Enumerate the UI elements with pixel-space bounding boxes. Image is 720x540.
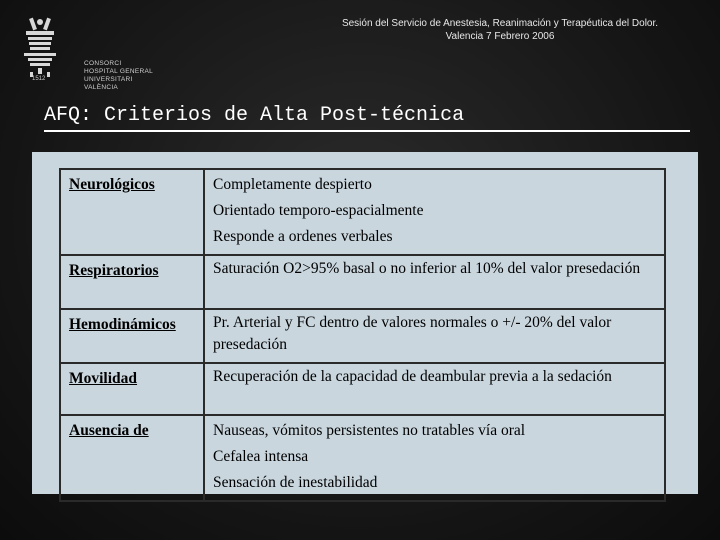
- hospital-logo: [20, 16, 154, 91]
- category-label: Neurológicos: [69, 176, 155, 193]
- crown-emblem-icon: [20, 16, 60, 82]
- category-label: Hemodinámicos: [69, 316, 176, 333]
- category-cell: [60, 415, 204, 501]
- logo-line: VALÈNCIA: [84, 84, 119, 91]
- criterion-item: Cefalea intensa: [213, 448, 309, 465]
- criterion-item: Responde a ordenes verbales: [213, 228, 393, 245]
- session-header: [300, 17, 700, 43]
- logo-year: 1512: [32, 76, 46, 82]
- table-row: [60, 415, 665, 501]
- table-row: [60, 255, 665, 309]
- logo-line: CONSORCI: [84, 60, 122, 67]
- criterion-item: Saturación O2>95% basal o no inferior al 10% del valor presedación: [213, 260, 641, 277]
- description-cell: [204, 363, 665, 415]
- category-cell: [60, 363, 204, 415]
- table-row: [60, 363, 665, 415]
- criterion-item: Orientado temporo-espacialmente: [213, 202, 424, 219]
- category-label: Respiratorios: [69, 262, 159, 279]
- category-cell: [60, 255, 204, 309]
- table-row: [60, 309, 665, 363]
- criteria-table: [59, 168, 666, 502]
- criterion-item: Recuperación de la capacidad de deambular previa a la sedación: [213, 368, 612, 385]
- criterion-item: Completamente despierto: [213, 176, 372, 193]
- logo-line: HOSPITAL GENERAL: [84, 68, 154, 75]
- description-cell: [204, 169, 665, 255]
- header-line1: Sesión del Servicio de Anestesia, Reanimación y Terapéutica del Dolor.: [341, 18, 659, 29]
- description-cell: [204, 255, 665, 309]
- criterion-item: Sensación de inestabilidad: [213, 474, 378, 491]
- category-label: Movilidad: [69, 370, 138, 387]
- category-cell: [60, 309, 204, 363]
- table-row: [60, 169, 665, 255]
- category-cell: [60, 169, 204, 255]
- category-label: Ausencia de: [69, 422, 149, 439]
- header-line2: Valencia 7 Febrero 2006: [445, 31, 555, 42]
- description-cell: [204, 309, 665, 363]
- logo-text: [84, 60, 153, 92]
- logo-line: UNIVERSITARI: [84, 76, 133, 83]
- slide-title: AFQ: Criterios de Alta Post-técnica: [44, 103, 690, 132]
- description-cell: [204, 415, 665, 501]
- criterion-item: Pr. Arterial y FC dentro de valores normales o +/- 20% del valor presedación: [213, 314, 612, 353]
- criterion-item: Nauseas, vómitos persistentes no tratables vía oral: [213, 422, 526, 439]
